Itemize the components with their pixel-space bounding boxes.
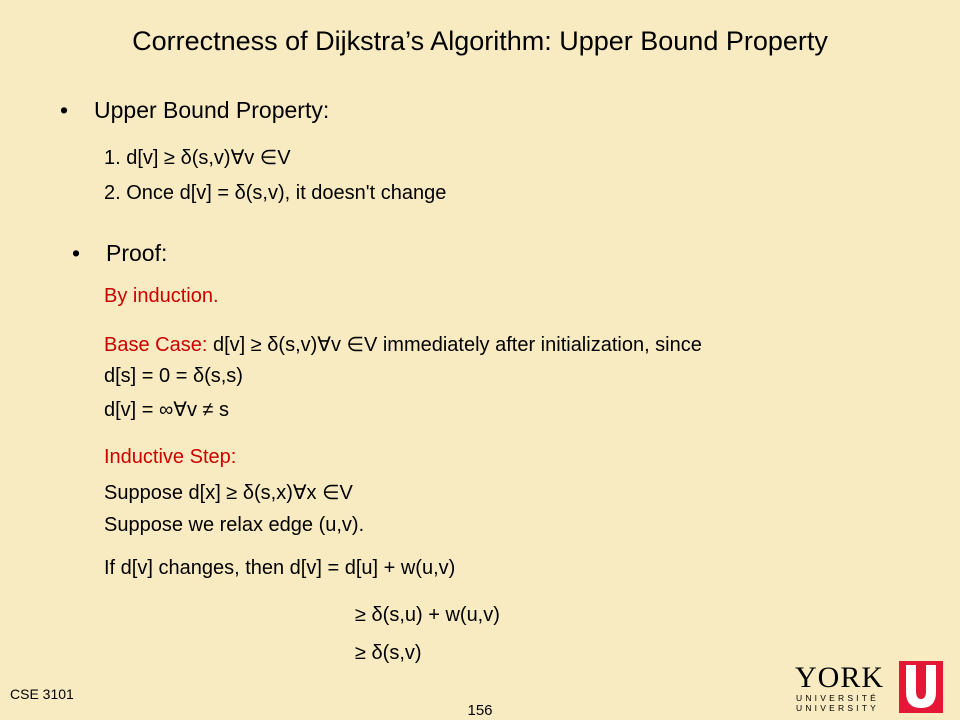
base-case-line xyxy=(104,332,702,357)
suppose-hypothesis: Suppose d[x] ≥ δ(s,x)∀x ∈V xyxy=(104,482,353,504)
suppose-relax: Suppose we relax edge (u,v). xyxy=(104,514,365,536)
bullet-proof xyxy=(72,240,167,267)
ds-equation: d[s] = 0 = δ(s,s) xyxy=(104,365,243,387)
bullet-proof-label: Proof: xyxy=(106,240,168,266)
course-code: CSE 3101 xyxy=(10,686,74,702)
property-line-2 xyxy=(104,182,446,205)
base-case-label: Base Case: xyxy=(104,334,208,356)
logo-york-word: YORK xyxy=(795,661,885,694)
property-line-1 xyxy=(104,145,291,170)
york-logo-graphic xyxy=(795,661,945,713)
inequality-1: ≥ δ(s,u) + w(u,v) xyxy=(355,604,500,626)
by-induction-text: By induction. xyxy=(104,285,219,307)
slide-title: Correctness of Dijkstra’s Algorithm: Upper Bound Property xyxy=(132,26,828,56)
bullet-dot: • xyxy=(72,240,81,266)
inductive-step-label: Inductive Step: xyxy=(104,446,237,468)
dv-equation: d[v] = ∞∀v ≠ s xyxy=(104,399,230,421)
property-2-text: 2. Once d[v] = δ(s,v), it doesn't change xyxy=(104,182,447,204)
page-number: 156 xyxy=(467,702,493,719)
york-university-logo xyxy=(795,661,945,713)
property-1-text: 1. d[v] ≥ δ(s,v)∀v ∈V xyxy=(104,147,291,169)
logo-universite: UNIVERSITÉ xyxy=(796,693,880,703)
inequality-2: ≥ δ(s,v) xyxy=(355,642,422,664)
logo-university: UNIVERSITY xyxy=(796,703,880,713)
bullet-dot: • xyxy=(60,97,69,123)
if-changes-line: If d[v] changes, then d[v] = d[u] + w(u,v) xyxy=(104,557,456,579)
bullet-upper-bound-label: Upper Bound Property: xyxy=(94,97,330,123)
bullet-upper-bound xyxy=(60,97,329,124)
base-case-text: d[v] ≥ δ(s,v)∀v ∈V immediately after initialization, since xyxy=(212,334,702,356)
